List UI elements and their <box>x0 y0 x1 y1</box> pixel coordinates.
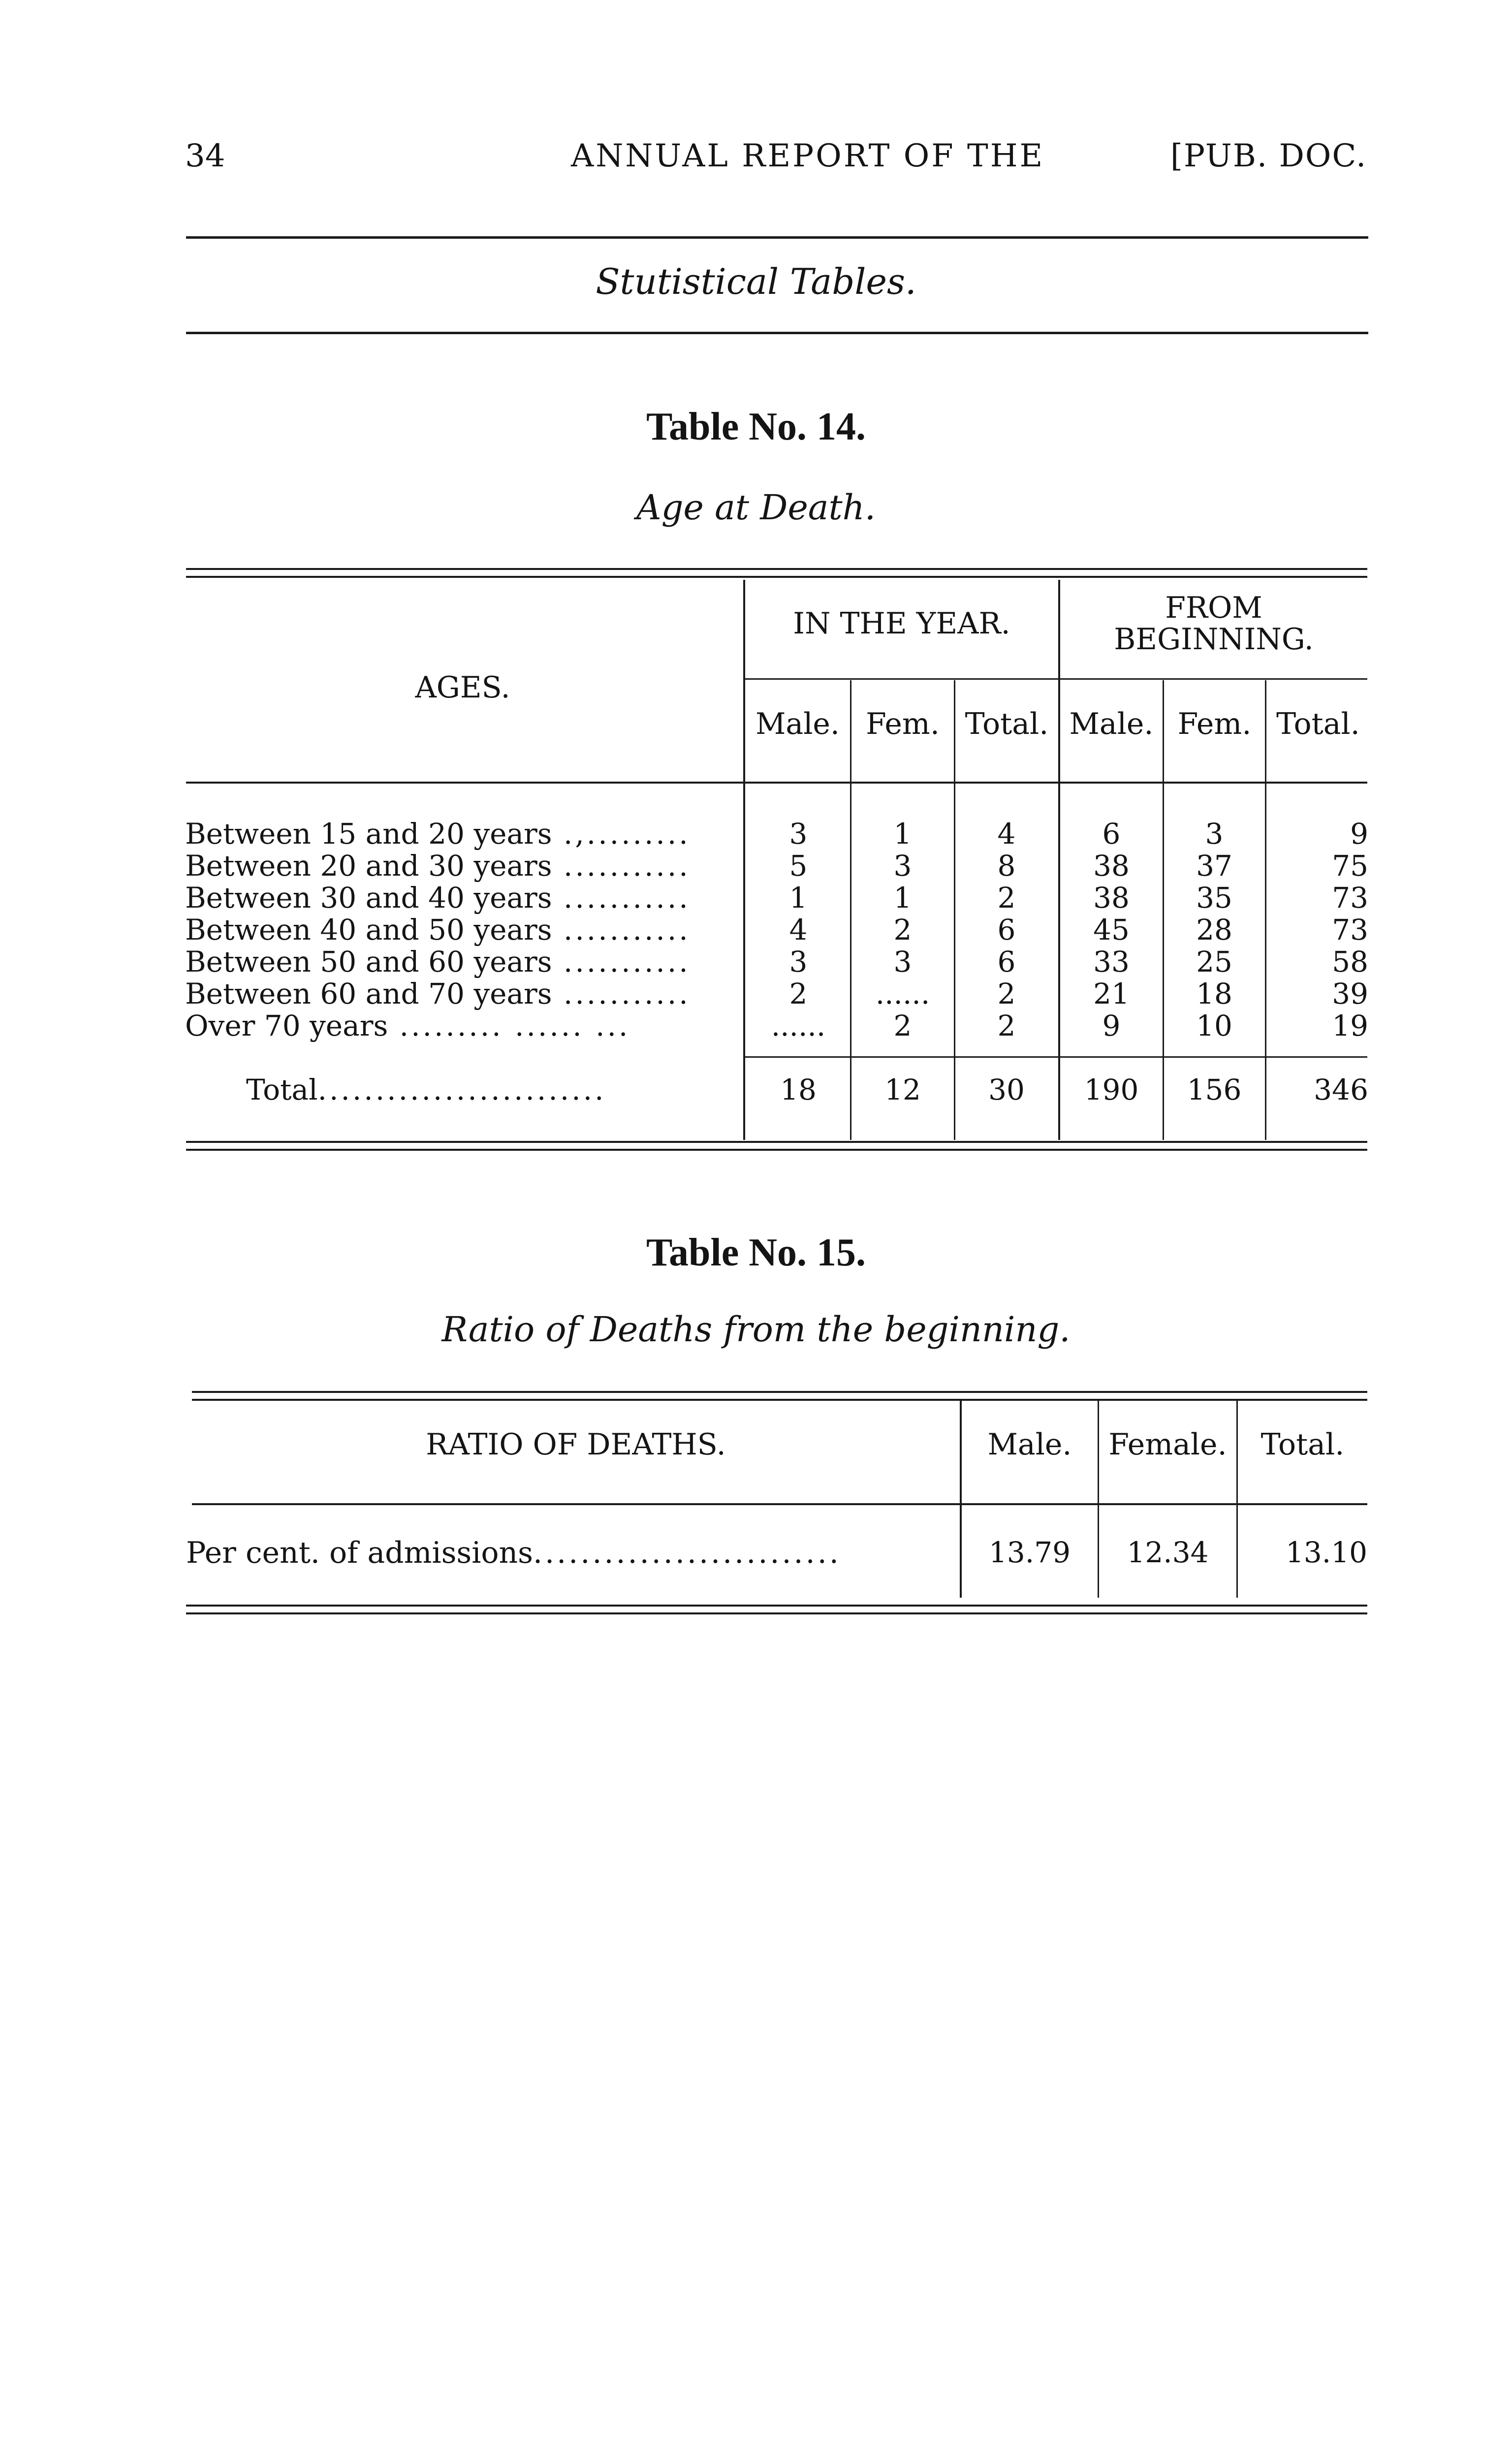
ratio-of-deaths-header: RATIO OF DEATHS. <box>426 1427 726 1462</box>
cell: 13.10 <box>1285 1536 1367 1569</box>
table-14-bottom-rule <box>186 1141 1367 1143</box>
ages-header: AGES. <box>415 670 510 705</box>
cell: 38 <box>1093 849 1130 883</box>
cell: 73 <box>1332 881 1368 915</box>
cell: 3 <box>789 945 808 978</box>
header-rule <box>186 236 1368 239</box>
in-the-year-header: IN THE YEAR. <box>793 606 1010 641</box>
total-cell: 346 <box>1314 1073 1368 1106</box>
cell: 33 <box>1093 945 1130 978</box>
page-number: 34 <box>185 138 225 174</box>
cell: 21 <box>1093 977 1130 1010</box>
col-begin-male: Male. <box>1069 707 1154 741</box>
col-year-male: Male. <box>756 707 840 741</box>
col-divider <box>1265 680 1266 1140</box>
cell: 1 <box>893 817 912 851</box>
cell: 37 <box>1196 849 1232 883</box>
cell: 9 <box>1102 1009 1121 1042</box>
cell: 8 <box>997 849 1016 883</box>
cell: 9 <box>1350 817 1368 851</box>
table-14-subtitle: Age at Death. <box>636 487 876 528</box>
col-female: Female. <box>1108 1427 1227 1462</box>
cell: 13.79 <box>988 1536 1071 1569</box>
total-cell: 190 <box>1084 1073 1139 1106</box>
col-begin-total: Total. <box>1276 707 1360 741</box>
row-label: Between 50 and 60 years ........... <box>185 945 691 978</box>
from-header: FROM <box>1165 591 1262 625</box>
cell: 25 <box>1196 945 1232 978</box>
document-reference: [PUB. DOC. <box>1170 138 1367 174</box>
cell: ...... <box>771 1009 826 1042</box>
table-14-title: Table No. 14. <box>646 405 866 448</box>
cell: 73 <box>1332 913 1368 947</box>
col-year-total: Total. <box>965 707 1049 741</box>
cell: 2 <box>997 977 1016 1010</box>
table-15-bottom-rule-2 <box>186 1612 1367 1614</box>
cell: 2 <box>789 977 808 1010</box>
total-cell: 156 <box>1187 1073 1242 1106</box>
cell: 58 <box>1332 945 1368 978</box>
cell: 6 <box>997 913 1016 947</box>
table-15-title: Table No. 15. <box>646 1231 866 1274</box>
col-divider <box>850 680 851 1140</box>
total-cell: 12 <box>884 1073 921 1106</box>
row-label: Between 20 and 30 years ........... <box>185 849 691 883</box>
cell: 2 <box>997 1009 1016 1042</box>
running-title: ANNUAL REPORT OF THE <box>571 138 1045 174</box>
cell: 2 <box>997 881 1016 915</box>
cell: 3 <box>893 849 912 883</box>
cell: 3 <box>789 817 808 851</box>
cell: 3 <box>1205 817 1224 851</box>
cell: 10 <box>1196 1009 1232 1042</box>
cell: 12.34 <box>1127 1536 1209 1569</box>
cell: 18 <box>1196 977 1232 1010</box>
group-underline <box>745 678 1367 680</box>
table-15-subtitle: Ratio of Deaths from the beginning. <box>441 1309 1071 1350</box>
cell: 6 <box>997 945 1016 978</box>
total-label: Total......................... <box>246 1073 606 1106</box>
table-15-top-rule-2 <box>192 1399 1367 1401</box>
col-year-fem: Fem. <box>866 707 940 741</box>
cell: 6 <box>1102 817 1121 851</box>
cell: 4 <box>789 913 808 947</box>
section-rule <box>186 332 1368 334</box>
cell: 45 <box>1093 913 1130 947</box>
table-15-bottom-rule <box>186 1605 1367 1607</box>
cell: 1 <box>789 881 808 915</box>
section-title: Stutistical Tables. <box>596 261 916 302</box>
table-14-top-rule-2 <box>186 576 1367 578</box>
cell: 2 <box>893 913 912 947</box>
cell: ...... <box>875 977 930 1010</box>
table-14-top-rule <box>186 568 1367 570</box>
row-label: Over 70 years ......... ...... ... <box>185 1009 630 1042</box>
cell: 3 <box>893 945 912 978</box>
beginning-header: BEGINNING. <box>1114 622 1314 657</box>
row-label: Between 40 and 50 years ........... <box>185 913 691 947</box>
cell: 5 <box>789 849 808 883</box>
col-divider <box>954 680 955 1140</box>
cell: 28 <box>1196 913 1232 947</box>
cell: 39 <box>1332 977 1368 1010</box>
cell: 2 <box>893 1009 912 1042</box>
row-label: Between 15 and 20 years .,......... <box>185 817 691 851</box>
col-male: Male. <box>987 1427 1072 1462</box>
cell: 75 <box>1332 849 1368 883</box>
cell: 38 <box>1093 881 1130 915</box>
table-15-header-rule <box>192 1503 1367 1505</box>
cell: 1 <box>893 881 912 915</box>
table-15-top-rule <box>192 1391 1367 1393</box>
row-label: Between 60 and 70 years ........... <box>185 977 691 1010</box>
row-label: Between 30 and 40 years ........... <box>185 881 691 915</box>
cell: 35 <box>1196 881 1232 915</box>
cell: 19 <box>1332 1009 1368 1042</box>
col-divider <box>1163 680 1164 1140</box>
col-total: Total. <box>1260 1427 1345 1462</box>
table-14-bottom-rule-2 <box>186 1149 1367 1151</box>
cell: 4 <box>997 817 1016 851</box>
total-cell: 18 <box>780 1073 817 1106</box>
total-rule <box>745 1056 1367 1058</box>
col-begin-fem: Fem. <box>1177 707 1252 741</box>
row-label: Per cent. of admissions.......................... <box>186 1536 841 1570</box>
total-cell: 30 <box>988 1073 1025 1106</box>
header-bottom-rule <box>186 782 1367 784</box>
